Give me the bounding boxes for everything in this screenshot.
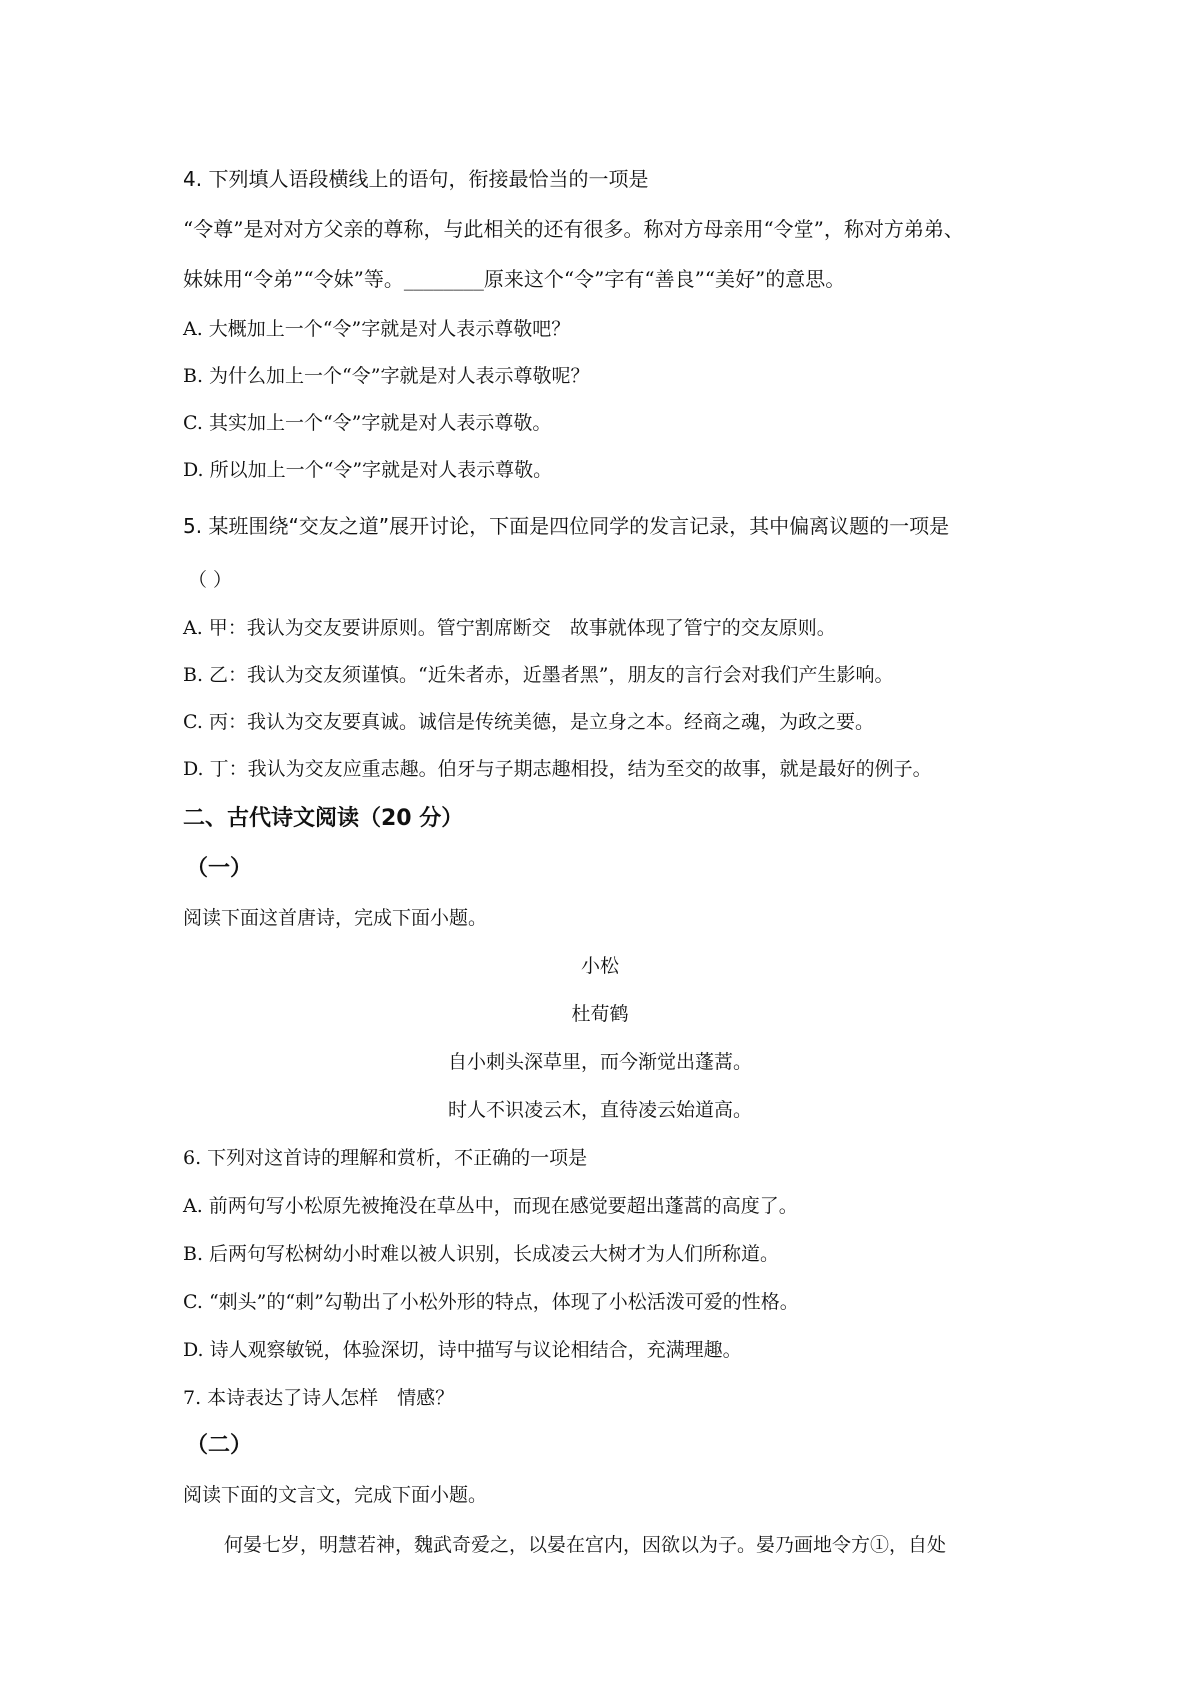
q4-option-a: A. 大概加上一个“令”字就是对人表示尊敬吧？ [183, 318, 571, 340]
q6-option-b: B. 后两句写松树幼小时难以被人识别，长成凌云大树才为人们所称道。 [183, 1243, 780, 1265]
poem-title: 小松 [580, 955, 619, 977]
poem-line: 自小刺头深草里，而今渐觉出蓬蒿。 [447, 1051, 752, 1073]
subsection-title: （一） [186, 856, 253, 881]
q6-option-d: D. 诗人观察敏锐，体验深切，诗中描写与议论相结合，充满理趣。 [183, 1339, 742, 1361]
q5-option-c: C. 丙：我认为交友要真诚。诚信是传统美德，是立身之本。经商之魂，为政之要。 [183, 711, 874, 733]
section-title: 二、古代诗文阅读（20 分） [183, 806, 464, 831]
q4-stem: 4. 下列填人语段横线上的语句，衔接最恰当的一项是 [183, 167, 649, 191]
q7-stem: 7. 本诗表达了诗人怎样 情感？ [183, 1387, 455, 1409]
instruction-text: 阅读下面这首唐诗，完成下面小题。 [183, 907, 488, 929]
poem-line: 时人不识凌云木，直待凌云始道高。 [447, 1099, 752, 1121]
q4-passage-line: “令尊”是对对方父亲的尊称，与此相关的还有很多。称对方母亲用“令堂”，称对方弟弟、 [183, 217, 964, 241]
classical-text: 何晏七岁，明慧若神，魏武奇爱之，以晏在宫内，因欲以为子。晏乃画地令方①，自处 [224, 1534, 947, 1556]
q5-answer-paren: （ ） [188, 569, 233, 591]
q6-option-a: A. 前两句写小松原先被掩没在草丛中，而现在感觉要超出蓬蒿的高度了。 [183, 1195, 798, 1217]
subsection-title: （二） [186, 1433, 253, 1458]
q4-option-b: B. 为什么加上一个“令”字就是对人表示尊敬呢？ [183, 365, 590, 387]
q5-option-d: D. 丁：我认为交友应重志趣。伯牙与子期志趣相投，结为至交的故事，就是最好的例子。 [183, 758, 932, 780]
poem-author: 杜荀鹤 [571, 1003, 629, 1025]
q5-option-b: B. 乙：我认为交友须谨慎。“近朱者赤，近墨者黑”，朋友的言行会对我们产生影响。 [183, 664, 894, 686]
q6-option-c: C. “刺头”的“刺”勾勒出了小松外形的特点，体现了小松活泼可爱的性格。 [183, 1291, 799, 1313]
q4-passage-line: 妹妹用“令弟”“令妹”等。________原来这个“令”字有“善良”“美好”的意思。 [183, 267, 846, 291]
q5-option-a: A. 甲：我认为交友要讲原则。管宁割席断交 故事就体现了管宁的交友原则。 [183, 617, 836, 639]
q5-stem: 5. 某班围绕“交友之道”展开讨论，下面是四位同学的发言记录，其中偏离议题的一项是 [183, 514, 950, 538]
q4-option-d: D. 所以加上一个“令”字就是对人表示尊敬。 [183, 459, 553, 481]
q4-option-c: C. 其实加上一个“令”字就是对人表示尊敬。 [183, 412, 552, 434]
instruction-text: 阅读下面的文言文，完成下面小题。 [183, 1484, 488, 1506]
q6-stem: 6. 下列对这首诗的理解和赏析，不正确的一项是 [183, 1147, 588, 1169]
